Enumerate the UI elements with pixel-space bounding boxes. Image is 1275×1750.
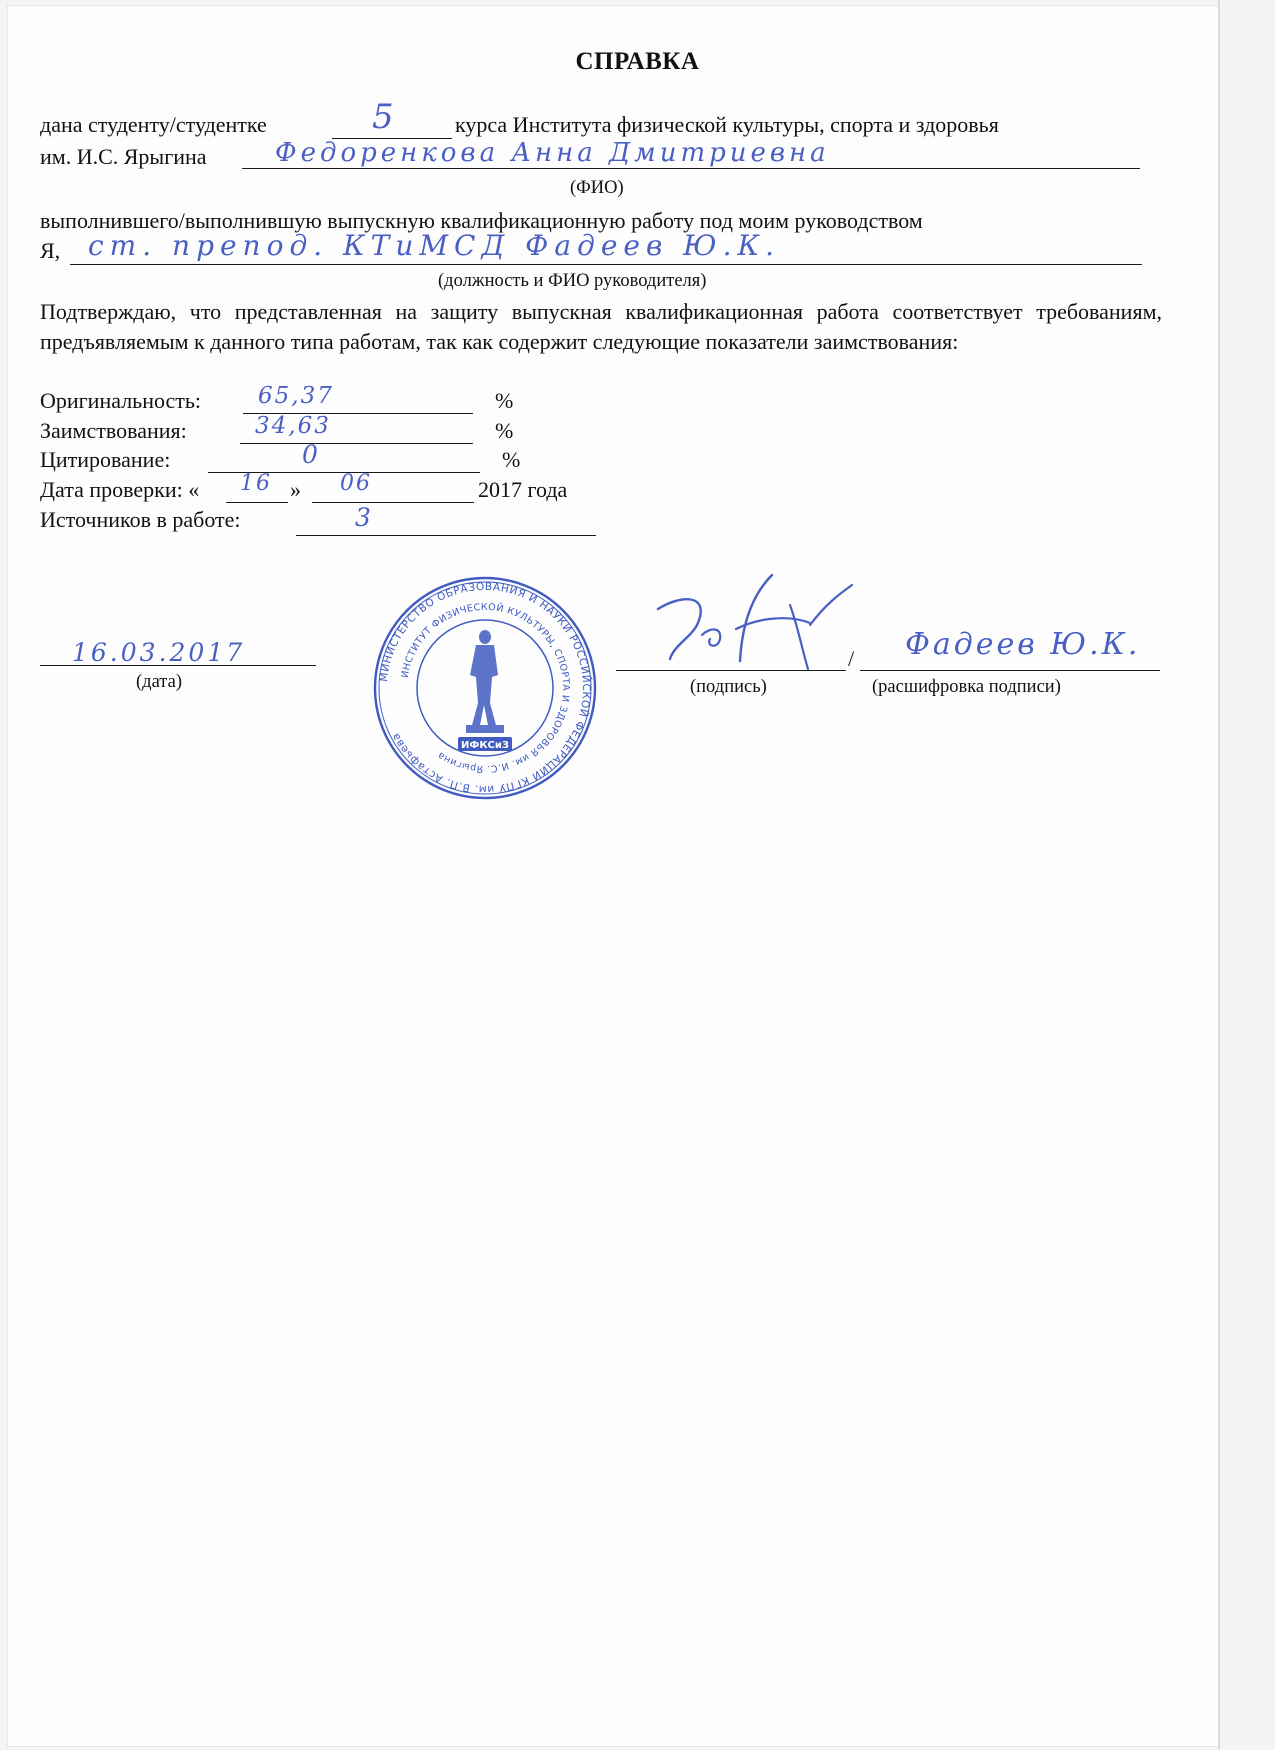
- originality-value: 65,37: [258, 383, 334, 409]
- supervisor-caption: (должность и ФИО руководителя): [438, 271, 707, 291]
- student-name: Федоренкова Анна Дмитриевна: [275, 138, 830, 168]
- borrowing-label: Заимствования:: [40, 418, 187, 443]
- supervisor-underline: [70, 264, 1142, 265]
- decoding-caption: (расшифровка подписи): [872, 677, 1061, 697]
- document-title: СПРАВКА: [575, 48, 700, 75]
- check-year: 2017 года: [478, 477, 568, 502]
- borrowing-underline: [240, 443, 473, 444]
- statue-emblem-icon: [466, 630, 504, 733]
- stamp-abbrev: ИФКСиЗ: [461, 740, 509, 751]
- scan-edge: [1218, 0, 1220, 1750]
- originality-percent: %: [495, 388, 514, 413]
- check-month-underline: [312, 502, 474, 503]
- check-date-label: Дата проверки: «: [40, 477, 200, 502]
- borrowing-percent: %: [495, 418, 514, 443]
- citation-percent: %: [502, 447, 521, 472]
- citation-label: Цитирование:: [40, 447, 171, 472]
- borrowing-value: 34,63: [255, 413, 331, 439]
- signature-decoding: Фадеев Ю.К.: [905, 627, 1141, 662]
- signature-separator: /: [848, 646, 855, 671]
- check-day-underline: [226, 502, 288, 503]
- supervisor-value: ст. препод. КТиМСД Фадеев Ю.К.: [88, 229, 781, 262]
- signature-scribble: [640, 565, 870, 675]
- line1-prefix: дана студенту/студентке: [40, 112, 267, 137]
- official-stamp: [372, 575, 598, 801]
- citation-value: 0: [302, 440, 320, 469]
- confirmation-paragraph: Подтверждаю, что представленная на защиту выпускная квалификационная работа соответствует требованиям, предъявляемым к данного типа работам, так как содержит следующие показатели заимствования:: [40, 299, 1162, 354]
- sources-underline: [296, 535, 596, 536]
- student-name-underline: [242, 168, 1140, 169]
- sources-label: Источников в работе:: [40, 507, 241, 532]
- originality-label: Оригинальность:: [40, 388, 202, 413]
- course-value: 5: [372, 97, 396, 137]
- stamp-outer-text: МИНИСТЕРСТВО ОБРАЗОВАНИЯ И НАУКИ РОССИЙСКОЙ ФЕДЕРАЦИИ КГПУ им. В.П. Астафьева: [378, 580, 593, 796]
- line3-text: выполнившего/выполнившую выпускную квалификационную работу под моим руководством: [40, 208, 923, 233]
- sources-value: 3: [355, 503, 373, 532]
- check-date-close-quote: »: [290, 477, 301, 502]
- check-month: 06: [340, 471, 372, 496]
- line4-prefix: Я,: [40, 238, 61, 263]
- check-day: 16: [240, 471, 272, 496]
- stamp-inner-text: ИНСТИТУТ ФИЗИЧЕСКОЙ КУЛЬТУРЫ, СПОРТА И ЗДОРОВЬЯ им. И.С. Ярыгина: [399, 601, 572, 775]
- line1-suffix: курса Института физической культуры, спорта и здоровья: [455, 112, 999, 137]
- fio-caption: (ФИО): [570, 178, 624, 198]
- decoding-underline: [860, 670, 1160, 671]
- document-page: [8, 6, 1218, 1746]
- signature-caption: (подпись): [690, 677, 767, 697]
- line2-prefix: им. И.С. Ярыгина: [40, 144, 207, 169]
- signature-date: 16.03.2017: [72, 638, 246, 667]
- date-caption: (дата): [136, 672, 182, 692]
